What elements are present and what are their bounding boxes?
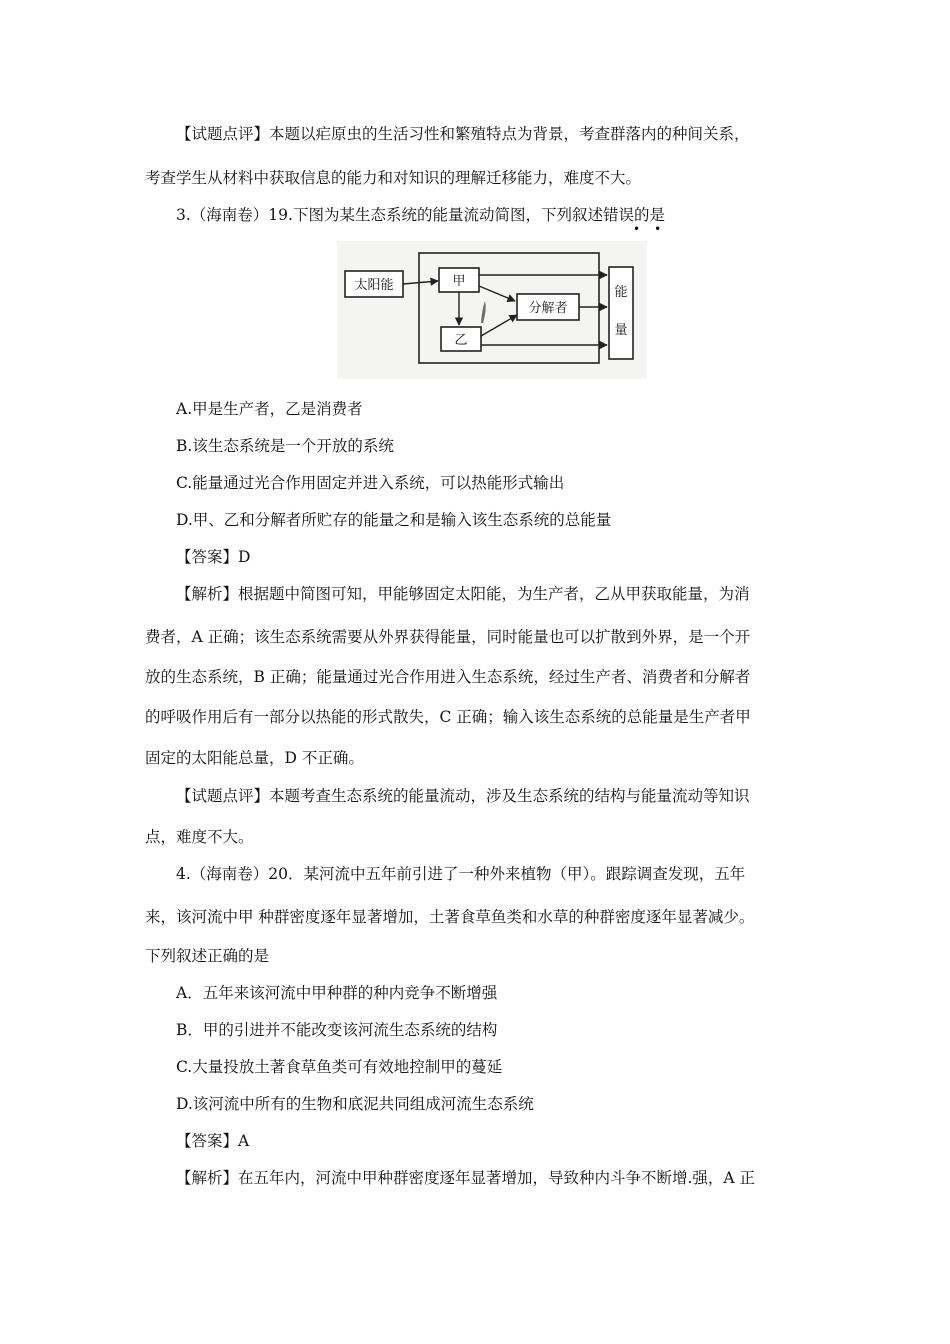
q3-explanation-2: 费者，A 正确；该生态系统需要从外界获得能量，同时能量也可以扩散到外界，是一个开	[145, 628, 751, 646]
decomposer-label: 分解者	[528, 301, 568, 316]
q3-comment-2: 点，难度不大。	[145, 828, 254, 846]
energy-flow-diagram	[337, 241, 647, 379]
arrow-jia-to-decomposer	[479, 286, 515, 301]
q3-comment-1: 【试题点评】本题考查生态系统的能量流动，涉及生态系统的结构与能量流动等知识	[176, 787, 750, 805]
q3-explanation-4: 的呼吸作用后有一部分以热能的形式散失，C 正确；输入该生态系统的总能量是生产者甲	[145, 708, 751, 726]
emphasis-dots: ••	[633, 222, 676, 236]
comment-line-2: 考查学生从材料中获取信息的能力和对知识的理解迁移能力，难度不大。	[145, 169, 642, 187]
arrow-sun-to-jia	[403, 281, 438, 284]
q3-option-b: B.该生态系统是一个开放的系统	[176, 437, 394, 455]
arrow-yi-to-decomposer	[481, 315, 517, 336]
q4-answer: 【答案】A	[176, 1132, 250, 1150]
q3-stem: 3.（海南卷）19.下图为某生态系统的能量流动简图，下列叙述错误的是	[176, 206, 665, 224]
q4-option-b: B．甲的引进并不能改变该河流生态系统的结构	[176, 1021, 498, 1039]
comment-line-1: 【试题点评】本题以疟原虫的生活习性和繁殖特点为背景，考查群落内的种间关系，	[176, 125, 750, 143]
q4-option-d: D.该河流中所有的生物和底泥共同组成河流生态系统	[176, 1095, 534, 1113]
energy-box	[609, 267, 633, 359]
q3-option-d: D.甲、乙和分解者所贮存的能量之和是输入该生态系统的总能量	[176, 511, 612, 529]
q4-option-a: A．五年来该河流中甲种群的种内竞争不断增强	[176, 984, 498, 1002]
q4-explanation-1: 【解析】在五年内，河流中甲种群密度逐年显著增加，导致种内斗争不断增.强，A 正	[176, 1169, 756, 1187]
sun-energy-label: 太阳能	[354, 278, 394, 293]
scan-smudge	[481, 301, 486, 323]
q4-option-c: C.大量投放土著食草鱼类可有效地控制甲的蔓延	[176, 1058, 503, 1076]
q3-explanation-1: 【解析】根据题中简图可知，甲能够固定太阳能，为生产者，乙从甲获取能量，为消	[176, 585, 750, 603]
energy-label-bottom: 量	[614, 323, 628, 338]
energy-label-top: 能	[614, 285, 628, 300]
q3-explanation-5: 固定的太阳能总量，D 不正确。	[145, 749, 364, 767]
q4-stem-3: 下列叙述正确的是	[145, 947, 270, 965]
q3-option-c: C.能量通过光合作用固定并进入系统，可以热能形式输出	[176, 474, 565, 492]
q4-stem-1: 4.（海南卷）20．某河流中五年前引进了一种外来植物（甲）。跟踪调查发现，五年	[176, 865, 746, 883]
consumer-yi-label: 乙	[454, 333, 468, 348]
q4-stem-2: 来，该河流中甲 种群密度逐年显著增加，土著食草鱼类和水草的种群密度逐年显著减少。	[145, 908, 755, 926]
q3-answer: 【答案】D	[176, 548, 251, 566]
q3-option-a: A.甲是生产者，乙是消费者	[176, 400, 363, 418]
producer-jia-label: 甲	[452, 274, 466, 289]
q3-explanation-3: 放的生态系统，B 正确；能量通过光合作用进入生态系统，经过生产者、消费者和分解者	[145, 668, 751, 686]
